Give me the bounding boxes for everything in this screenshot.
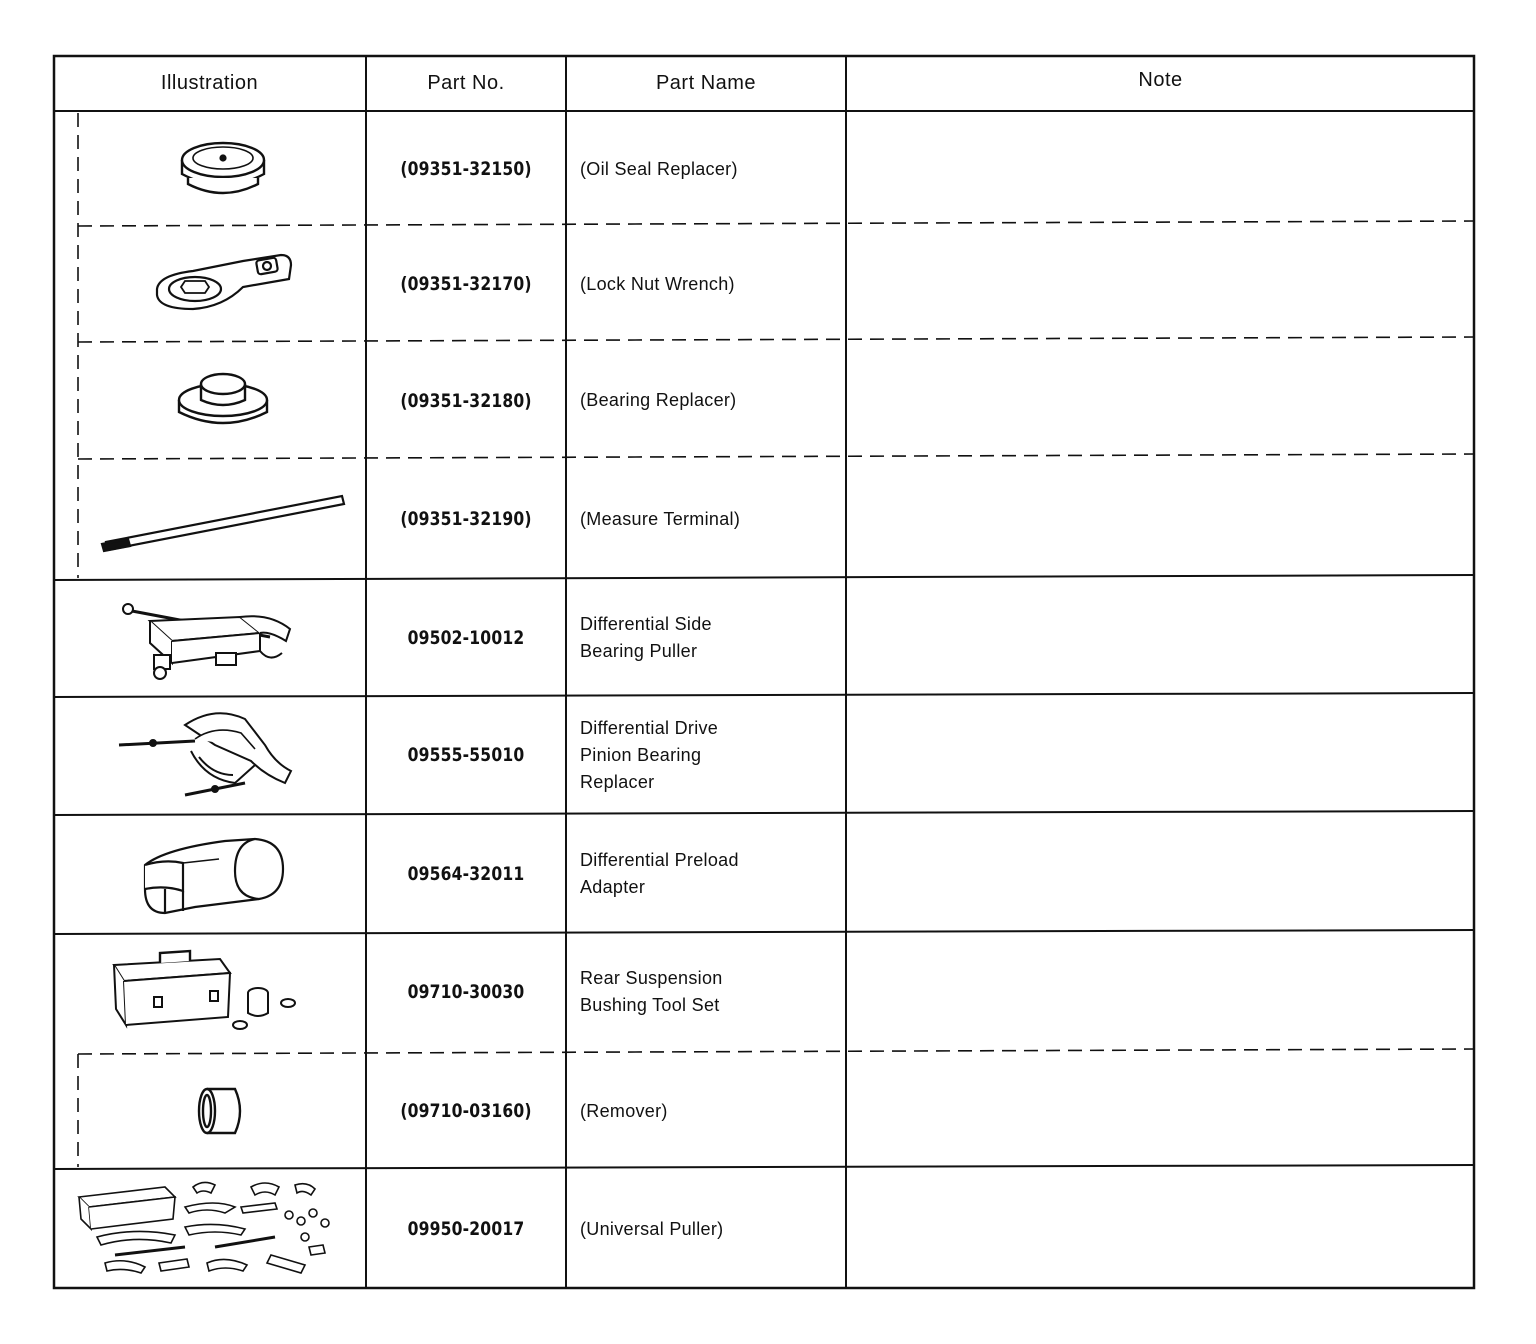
part-number: 09555-55010	[407, 744, 525, 766]
part-name: Differential Preload Adapter	[580, 849, 739, 897]
note-cell	[846, 227, 1475, 341]
part-name: (Bearing Replacer)	[580, 390, 737, 410]
part-name: (Measure Terminal)	[580, 508, 741, 529]
part-number: (09351-32190)	[400, 508, 532, 530]
note-cell	[846, 815, 1475, 932]
part-number: 09710-30030	[407, 981, 525, 1003]
part-name: (Oil Seal Replacer)	[580, 158, 738, 179]
bearing-replacer-icon	[79, 343, 366, 458]
universal-puller-icon	[53, 1169, 366, 1289]
special-tools-table	[53, 55, 1475, 1289]
note-cell	[846, 113, 1475, 225]
note-cell	[846, 580, 1475, 695]
part-number: (09351-32180)	[400, 389, 532, 412]
note-cell	[846, 934, 1475, 1050]
oil-seal-replacer-icon	[79, 113, 366, 225]
header-note: Note	[1138, 68, 1183, 91]
pinion-bearing-replacer-icon	[53, 697, 366, 813]
part-number: (09710-03160)	[400, 1100, 532, 1122]
part-name: Differential Drive Pinion Bearing Replacer	[580, 717, 719, 792]
header-part-no: Part No.	[427, 71, 505, 94]
remover-icon	[79, 1055, 366, 1167]
measure-terminal-icon	[79, 460, 366, 578]
part-name: (Lock Nut Wrench)	[580, 273, 735, 294]
note-cell	[846, 697, 1475, 813]
note-cell	[846, 1169, 1475, 1289]
note-cell	[846, 1055, 1475, 1167]
part-number: 09950-20017	[407, 1218, 525, 1240]
header-part-name: Part Name	[655, 71, 757, 94]
note-cell	[846, 460, 1475, 578]
part-name: (Universal Puller)	[580, 1218, 724, 1239]
part-name: Rear Suspension Bushing Tool Set	[580, 968, 723, 1015]
part-number: 09564-32011	[407, 862, 525, 885]
part-number: (09351-32150)	[400, 158, 532, 180]
bushing-tool-set-icon	[53, 934, 366, 1050]
part-number: (09351-32170)	[400, 273, 532, 295]
side-bearing-puller-icon	[53, 580, 366, 695]
lock-nut-wrench-icon	[79, 227, 366, 341]
part-name: (Remover)	[580, 1100, 668, 1121]
part-number: 09502-10012	[407, 626, 525, 649]
part-name: Differential Side Bearing Puller	[580, 613, 712, 661]
note-cell	[846, 343, 1475, 458]
preload-adapter-icon	[53, 815, 366, 932]
header-illustration: Illustration	[160, 71, 259, 94]
